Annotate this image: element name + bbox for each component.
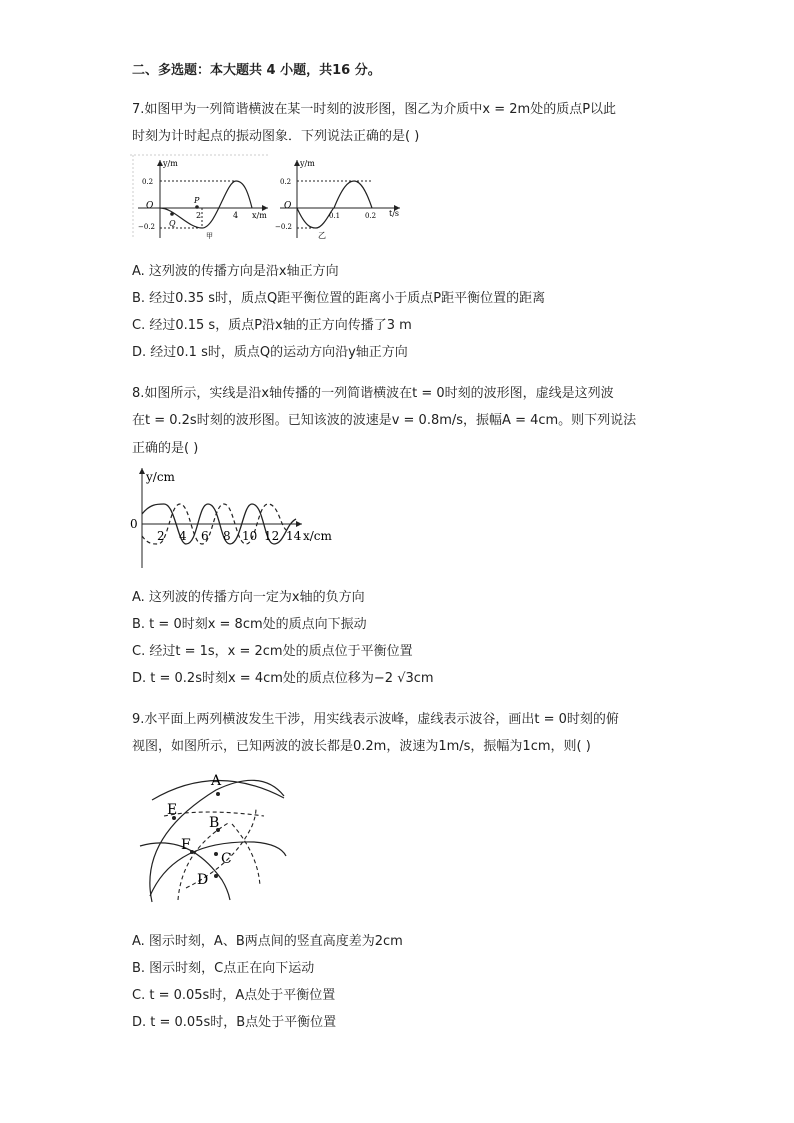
q7-stem-line2: 时刻为计时起点的振动图象．下列说法正确的是( ) <box>132 129 420 144</box>
jia-point-p: P <box>194 196 200 205</box>
q8-stem-line2: 在t = 0.2s时刻的波形图。已知该波的波速是v = 0.8m/s，振幅A = 4cm。则下列说法 <box>132 413 637 428</box>
jia-y-top: 0.2 <box>142 178 154 186</box>
q9-label-c: C <box>221 851 232 867</box>
yi-y-bottom: −0.2 <box>275 223 292 231</box>
yi-y-top: 0.2 <box>280 178 292 186</box>
q8-tick-10: 10 <box>242 529 258 543</box>
q8-tick-14: 14 <box>286 529 302 543</box>
q7-option-a: A. 这列波的传播方向是沿x轴正方向 <box>132 264 339 279</box>
yi-tick-0-1: 0.1 <box>329 212 341 220</box>
q8-stem-line1: 8.如图所示，实线是沿x轴传播的一列简谐横波在t = 0时刻的波形图，虚线是这列波 <box>132 386 614 401</box>
yi-x-label: t/s <box>389 209 400 218</box>
q7-option-d: D. 经过0.1 s时，质点Q的运动方向沿y轴正方向 <box>132 345 408 360</box>
q8-tick-8: 8 <box>223 529 231 543</box>
q8-y-label: y/cm <box>146 470 175 484</box>
yi-y-label: y/m <box>300 159 315 168</box>
jia-tick-4: 4 <box>233 211 239 220</box>
q8-option-b: B. t = 0时刻x = 8cm处的质点向下振动 <box>132 617 367 632</box>
jia-point-q: Q <box>169 219 176 228</box>
q8-tick-2: 2 <box>157 529 165 543</box>
q9-label-f: F <box>181 837 191 853</box>
q9-option-b: B. 图示时刻，C点正在向下运动 <box>132 961 315 976</box>
q8-stem-line3: 正确的是( ) <box>132 441 199 456</box>
q8-tick-12: 12 <box>264 529 280 543</box>
q7-stem-line1: 7.如图甲为一列简谐横波在某一时刻的波形图，图乙为介质中x = 2m处的质点P以此 <box>132 102 617 117</box>
q9-option-d: D. t = 0.05s时，B点处于平衡位置 <box>132 1015 337 1030</box>
q9-stem-line1: 9.水平面上两列横波发生干涉，用实线表示波峰，虚线表示波谷，画出t = 0时刻的俯 <box>132 712 619 727</box>
q9-option-a: A. 图示时刻，A、B两点间的竖直高度差为2cm <box>132 934 403 949</box>
q8-figure <box>128 464 344 572</box>
q9-label-d: D <box>197 872 209 888</box>
q7-option-b: B. 经过0.35 s时，质点Q距平衡位置的距离小于质点P距平衡位置的距离 <box>132 291 546 306</box>
q9-stem-line2: 视图，如图所示，已知两波的波长都是0.2m，波速为1m/s，振幅为1cm，则( ) <box>132 739 591 754</box>
section-title: 二、多选题：本大题共 4 小题，共16 分。 <box>132 63 381 78</box>
q7-figure-yi <box>272 152 412 242</box>
q8-option-d: D. t = 0.2s时刻x = 4cm处的质点位移为−2 √3cm <box>132 671 434 686</box>
yi-tick-0-2: 0.2 <box>365 212 377 220</box>
jia-x-label: x/m <box>252 211 267 220</box>
jia-origin: O <box>146 201 154 211</box>
q9-option-c: C. t = 0.05s时，A点处于平衡位置 <box>132 988 336 1003</box>
q8-option-a: A. 这列波的传播方向一定为x轴的负方向 <box>132 590 365 605</box>
jia-y-label: y/m <box>163 159 178 168</box>
yi-origin: O <box>284 201 292 211</box>
q9-figure <box>134 768 294 906</box>
q9-label-a: A <box>211 773 222 789</box>
q8-tick-4: 4 <box>179 529 187 543</box>
jia-y-bottom: −0.2 <box>138 223 155 231</box>
q9-label-b: B <box>209 815 220 831</box>
q8-origin: 0 <box>130 517 138 531</box>
q9-label-e: E <box>167 802 178 818</box>
q7-option-c: C. 经过0.15 s，质点P沿x轴的正方向传播了3 m <box>132 318 412 333</box>
q8-option-c: C. 经过t = 1s，x = 2cm处的质点位于平衡位置 <box>132 644 413 659</box>
jia-tick-2: 2 <box>196 211 202 220</box>
q8-x-label: x/cm <box>303 529 332 543</box>
q8-tick-6: 6 <box>201 529 209 543</box>
jia-caption: 甲 <box>206 232 213 240</box>
yi-caption: 乙 <box>318 231 326 240</box>
q7-figure-jia <box>130 152 272 242</box>
